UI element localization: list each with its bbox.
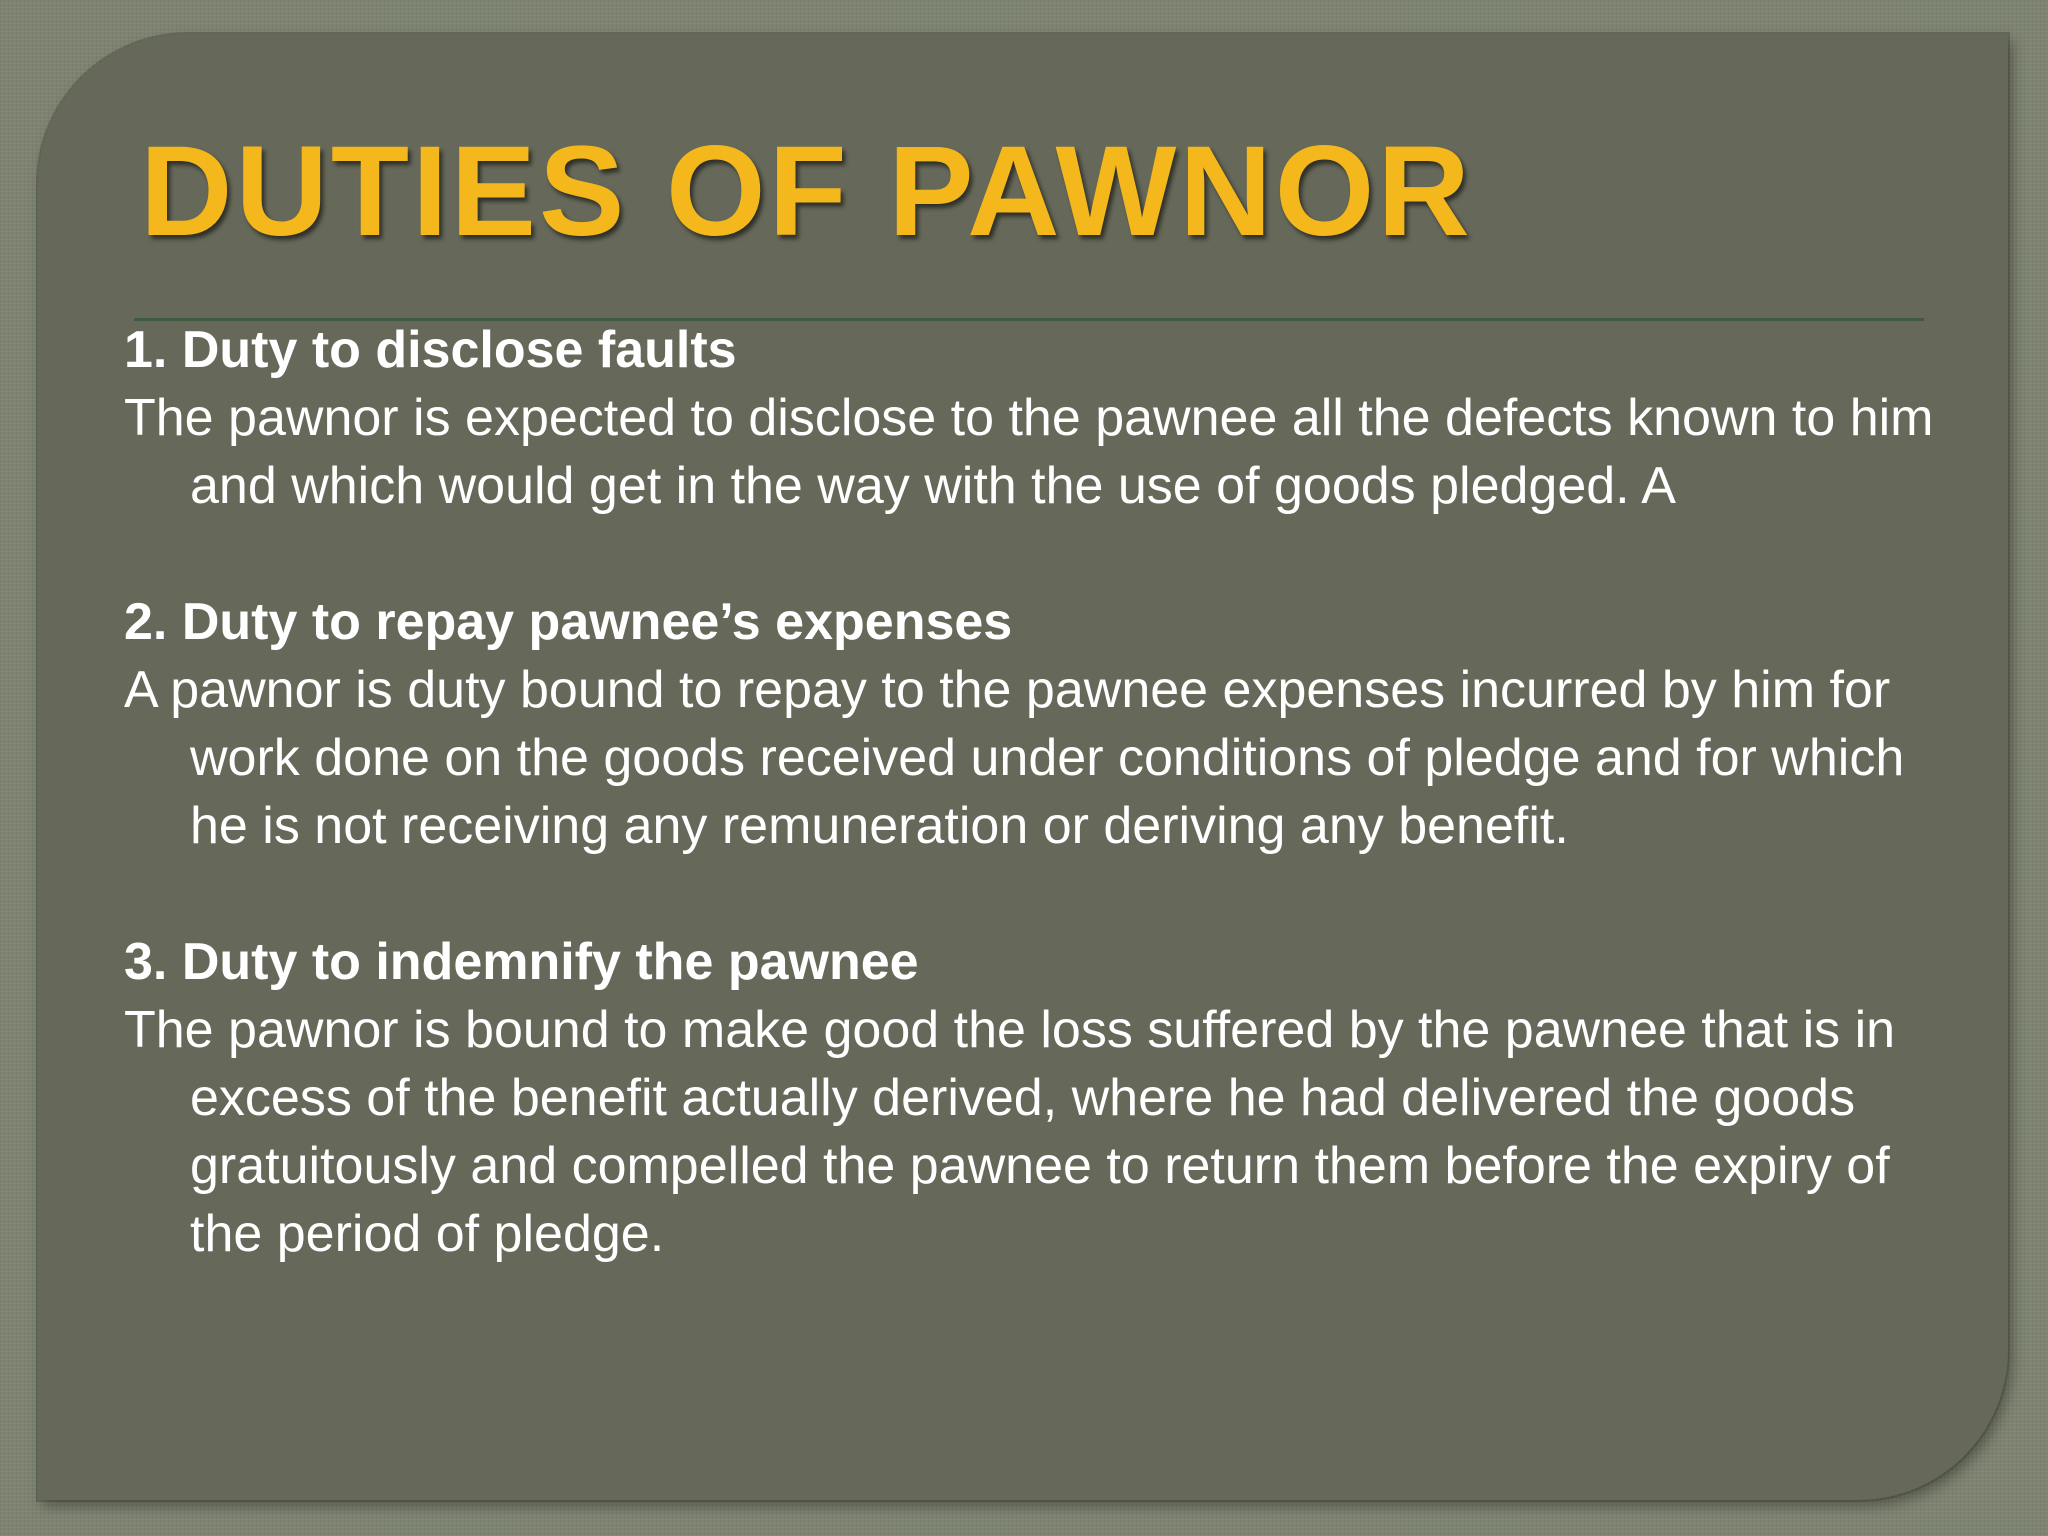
duty-item-repay-expenses (124, 588, 1934, 860)
duty-heading: 2. Duty to repay pawnee’s expenses (124, 593, 1013, 651)
duty-description: The pawnor is bound to make good the loss suffered by the pawnee that is in excess of the benefit actually derived, where he had delivered the goods gratuitously and compelled the pawnee to return them before the expiry of the period of pledge. (124, 1001, 1896, 1263)
duty-heading: 3. Duty to indemnify the pawnee (124, 933, 919, 991)
duty-item-disclose-faults (124, 316, 1934, 520)
slide-title: DUTIES OF PAWNOR (140, 120, 1473, 263)
slide-content (124, 316, 1934, 1268)
duty-description: The pawnor is expected to disclose to the pawnee all the defects known to him and which would get in the way with the use of goods pledged. A (124, 389, 1934, 515)
duty-description: A pawnor is duty bound to repay to the pawnee expenses incurred by him for work done on the goods received under conditions of pledge and for which he is not receiving any remuneration or deriving any benefit. (124, 661, 1905, 855)
duty-item-indemnify-pawnee (124, 928, 1934, 1268)
duty-heading: 1. Duty to disclose faults (124, 321, 737, 379)
